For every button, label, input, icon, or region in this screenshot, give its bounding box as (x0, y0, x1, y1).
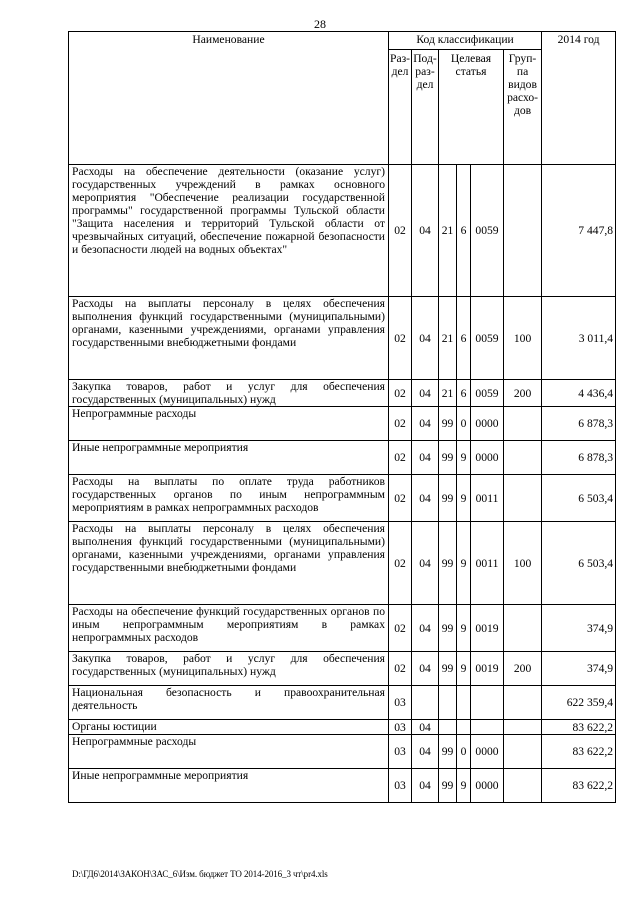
row-amount: 4 436,4 (542, 380, 616, 407)
table-row (69, 522, 616, 605)
row-subsection: 04 (412, 475, 439, 522)
row-expense-group (504, 720, 542, 735)
row-expense-group (504, 475, 542, 522)
header-target-item: Целевая статья (439, 50, 504, 165)
row-subsection: 04 (412, 522, 439, 605)
row-target-item-part1: 99 (439, 605, 457, 652)
row-name: Расходы на обеспечение функций государственных органов по иным непрограммным мероприятиям в рамках непрограммных расходов (69, 605, 389, 652)
budget-table (68, 31, 616, 803)
header-year: 2014 год (542, 32, 616, 165)
row-expense-group: 100 (504, 522, 542, 605)
row-section: 03 (389, 735, 412, 769)
row-amount: 3 011,4 (542, 297, 616, 380)
table-row (69, 720, 616, 735)
row-name: Расходы на выплаты персоналу в целях обеспечения выполнения функций государственными (муниципальными) органами, казенными учреждениями, органами управления государственными внебюджетными фондами (69, 297, 389, 380)
row-target-item-part1: 21 (439, 380, 457, 407)
row-target-item-part2: 9 (457, 475, 471, 522)
row-section: 02 (389, 407, 412, 441)
row-target-item-part2: 9 (457, 652, 471, 686)
row-name: Закупка товаров, работ и услуг для обеспечения государственных (муниципальных) нужд (69, 652, 389, 686)
table-row (69, 605, 616, 652)
row-amount: 622 359,4 (542, 686, 616, 720)
header-expense-group: Груп- па видов расхо- дов (504, 50, 542, 165)
row-subsection: 04 (412, 652, 439, 686)
header-row-top (69, 32, 616, 50)
row-amount: 7 447,8 (542, 165, 616, 297)
table-row (69, 441, 616, 475)
row-amount: 6 878,3 (542, 407, 616, 441)
row-target-item-part3 (471, 720, 504, 735)
row-target-item-part1: 99 (439, 735, 457, 769)
row-target-item-part2: 0 (457, 735, 471, 769)
row-target-item-part3: 0059 (471, 297, 504, 380)
row-target-item-part2: 9 (457, 522, 471, 605)
row-expense-group (504, 735, 542, 769)
row-amount: 6 503,4 (542, 522, 616, 605)
row-name: Расходы на выплаты персоналу в целях обеспечения выполнения функций государственными (муниципальными) органами, казенными учреждениями, органами управления государственными внебюджетными фондами (69, 522, 389, 605)
row-amount: 374,9 (542, 605, 616, 652)
row-section: 03 (389, 769, 412, 803)
row-subsection: 04 (412, 720, 439, 735)
row-section: 02 (389, 605, 412, 652)
row-section: 02 (389, 475, 412, 522)
row-name: Закупка товаров, работ и услуг для обеспечения государственных (муниципальных) нужд (69, 380, 389, 407)
row-target-item-part1: 99 (439, 769, 457, 803)
row-target-item-part3: 0011 (471, 522, 504, 605)
row-target-item-part1 (439, 720, 457, 735)
row-target-item-part3: 0000 (471, 407, 504, 441)
row-target-item-part2: 9 (457, 769, 471, 803)
row-expense-group (504, 769, 542, 803)
row-target-item-part2: 6 (457, 380, 471, 407)
row-expense-group: 100 (504, 297, 542, 380)
row-target-item-part1: 21 (439, 165, 457, 297)
row-section: 02 (389, 380, 412, 407)
row-amount: 83 622,2 (542, 720, 616, 735)
row-target-item-part2 (457, 720, 471, 735)
row-target-item-part3: 0059 (471, 165, 504, 297)
row-target-item-part2: 6 (457, 165, 471, 297)
row-amount: 6 503,4 (542, 475, 616, 522)
table-row (69, 652, 616, 686)
row-section: 02 (389, 165, 412, 297)
table-row (69, 475, 616, 522)
row-section: 03 (389, 720, 412, 735)
table-body (69, 165, 616, 803)
row-subsection: 04 (412, 769, 439, 803)
row-target-item-part3: 0000 (471, 441, 504, 475)
row-target-item-part1: 99 (439, 407, 457, 441)
row-target-item-part2: 6 (457, 297, 471, 380)
row-subsection: 04 (412, 165, 439, 297)
table-row (69, 735, 616, 769)
row-section: 03 (389, 686, 412, 720)
row-amount: 83 622,2 (542, 735, 616, 769)
row-target-item-part2: 0 (457, 407, 471, 441)
row-target-item-part1: 99 (439, 475, 457, 522)
header-name: Наименование (69, 32, 389, 165)
row-subsection: 04 (412, 605, 439, 652)
row-target-item-part1: 99 (439, 441, 457, 475)
row-expense-group: 200 (504, 652, 542, 686)
row-target-item-part3 (471, 686, 504, 720)
row-target-item-part2: 9 (457, 605, 471, 652)
row-amount: 83 622,2 (542, 769, 616, 803)
header-classification: Код классификации (389, 32, 542, 50)
row-expense-group (504, 686, 542, 720)
row-subsection: 04 (412, 441, 439, 475)
row-target-item-part3: 0019 (471, 605, 504, 652)
row-amount: 6 878,3 (542, 441, 616, 475)
row-target-item-part3: 0000 (471, 769, 504, 803)
row-target-item-part1: 99 (439, 522, 457, 605)
row-expense-group (504, 605, 542, 652)
row-target-item-part1: 99 (439, 652, 457, 686)
row-name: Расходы на выплаты по оплате труда работников государственных органов по иным непрограммным мероприятиям в рамках непрограммных расходов (69, 475, 389, 522)
row-section: 02 (389, 522, 412, 605)
row-target-item-part1 (439, 686, 457, 720)
table-row (69, 769, 616, 803)
row-name: Иные непрограммные мероприятия (69, 441, 389, 475)
row-name: Непрограммные расходы (69, 735, 389, 769)
header-section: Раз- дел (389, 50, 412, 165)
row-target-item-part1: 21 (439, 297, 457, 380)
row-target-item-part3: 0019 (471, 652, 504, 686)
table-row (69, 165, 616, 297)
row-expense-group (504, 165, 542, 297)
row-section: 02 (389, 297, 412, 380)
row-amount: 374,9 (542, 652, 616, 686)
row-section: 02 (389, 652, 412, 686)
row-target-item-part3: 0059 (471, 380, 504, 407)
row-expense-group (504, 407, 542, 441)
row-name: Органы юстиции (69, 720, 389, 735)
table-row (69, 407, 616, 441)
row-expense-group: 200 (504, 380, 542, 407)
row-subsection: 04 (412, 735, 439, 769)
row-section: 02 (389, 441, 412, 475)
row-subsection: 04 (412, 380, 439, 407)
table-row (69, 380, 616, 407)
row-subsection: 04 (412, 407, 439, 441)
table-row (69, 686, 616, 720)
row-subsection (412, 686, 439, 720)
row-target-item-part2: 9 (457, 441, 471, 475)
row-name: Иные непрограммные мероприятия (69, 769, 389, 803)
row-name: Национальная безопасность и правоохранительная деятельность (69, 686, 389, 720)
row-expense-group (504, 441, 542, 475)
footer-file-path: D:\ГД6\2014\ЗАКОН\ЗАС_6\Изм. бюджет ТО 2014-2016_3 чт\pr4.xls (72, 869, 328, 879)
row-target-item-part2 (457, 686, 471, 720)
row-target-item-part3: 0000 (471, 735, 504, 769)
row-target-item-part3: 0011 (471, 475, 504, 522)
page-number: 28 (314, 17, 326, 31)
row-subsection: 04 (412, 297, 439, 380)
row-name: Непрограммные расходы (69, 407, 389, 441)
row-name: Расходы на обеспечение деятельности (оказание услуг) государственных учреждений в рамках основного мероприятия "Обеспечение реализации государственной программы" государственной программы Тульской области "Защита населения и территорий Тульской области от чрезвычайных ситуаций, обеспечение пожарной безопасности и безопасности людей на водных объектах" (69, 165, 389, 297)
header-subsection: Под- раз- дел (412, 50, 439, 165)
table-row (69, 297, 616, 380)
